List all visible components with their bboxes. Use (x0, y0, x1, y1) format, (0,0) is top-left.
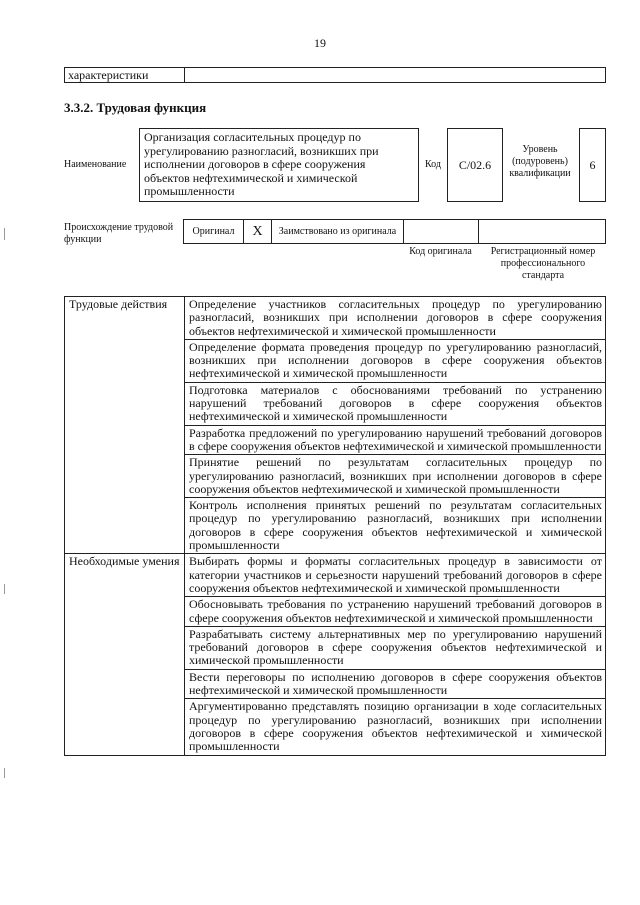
table-row (65, 554, 606, 597)
section-heading: 3.3.2. Трудовая функция (64, 100, 207, 115)
item-cell: Контроль исполнения принятых решений по результатам согласительных процедур по урегулированию разногласий, возникших при исполнении договоров в сфере сооружения объектов нефтехимической и химической промышленности (185, 498, 606, 554)
level-label: Уровень (подуровень) квалификации (509, 144, 571, 179)
item-cell: Вести переговоры по исполнению договоров в сфере сооружения объектов нефтехимической и химической промышленности (185, 669, 606, 699)
item-cell: Обосновывать требования по устранению нарушений требований договоров в сфере сооружения объектов нефтехимической и химической промышленности (185, 597, 606, 627)
margin-mark (4, 584, 5, 594)
reg-number-label: Регистрационный номер профессионального стандарта (490, 246, 596, 281)
original-mark: X (244, 220, 272, 243)
top-table-row (64, 67, 606, 83)
item-cell: Выбирать формы и форматы согласительных процедур в зависимости от категории участников и серьезности нарушений требований договоров в сфере сооружения объектов нефтехимической и химической промышленности (185, 554, 606, 597)
category-cell: Трудовые действия (65, 297, 185, 554)
original-label: Оригинал (184, 220, 244, 243)
origin-label: Происхождение трудовой функции (64, 222, 174, 245)
borrowed-label: Заимствовано из оригинала (272, 220, 404, 243)
item-cell: Разрабатывать систему альтернативных мер по урегулированию нарушений требований договоров в сфере сооружения объектов нефтехимической и химической промышленности (185, 626, 606, 669)
category-cell: Необходимые умения (65, 554, 185, 755)
item-cell: Разработка предложений по урегулированию нарушений требований договоров в сфере сооружения объектов нефтехимической и химической промышленности (185, 425, 606, 455)
item-cell: Подготовка материалов с обоснованиями требований по устранению нарушений требований договоров в сфере сооружения объектов нефтехимической и химической промышленности (185, 382, 606, 425)
page-number: 19 (314, 36, 326, 50)
code-value-box: C/02.6 (447, 128, 503, 202)
code-label: Код (425, 159, 441, 170)
margin-mark (4, 228, 5, 240)
function-name-box: Организация согласительных процедур по урегулированию разногласий, возникших при исполнении договоров в сфере сооружения объектов нефтехимической и химической промышленности (139, 128, 419, 202)
level-value-box: 6 (579, 128, 606, 202)
table-row (65, 297, 606, 340)
origin-row (183, 219, 606, 244)
item-cell: Аргументированно представлять позицию организации в ходе согласительных процедур по урегулированию разногласий, возникших при исполнении договоров в сфере сооружения объектов нефтехимической и химической промышленности (185, 699, 606, 755)
code-original-cell (404, 220, 479, 243)
name-label: Наименование (64, 159, 127, 170)
item-cell: Принятие решений по результатам согласительных процедур по урегулированию разногласий, возникших при исполнении договоров в сфере сооружения объектов нефтехимической и химической промышленности (185, 455, 606, 498)
top-row-cell: характеристики (65, 68, 185, 82)
code-original-label: Код оригинала (409, 246, 472, 257)
margin-mark (4, 768, 5, 778)
function-table (64, 296, 606, 756)
item-cell: Определение формата проведения процедур по урегулированию разногласий, возникших при исполнении договоров в сфере сооружения объектов нефтехимической и химической промышленности (185, 339, 606, 382)
item-cell: Определение участников согласительных процедур по урегулированию разногласий, возникших при исполнении договоров в сфере сооружения объектов нефтехимической и химической промышленности (185, 297, 606, 340)
reg-number-cell (479, 220, 605, 243)
